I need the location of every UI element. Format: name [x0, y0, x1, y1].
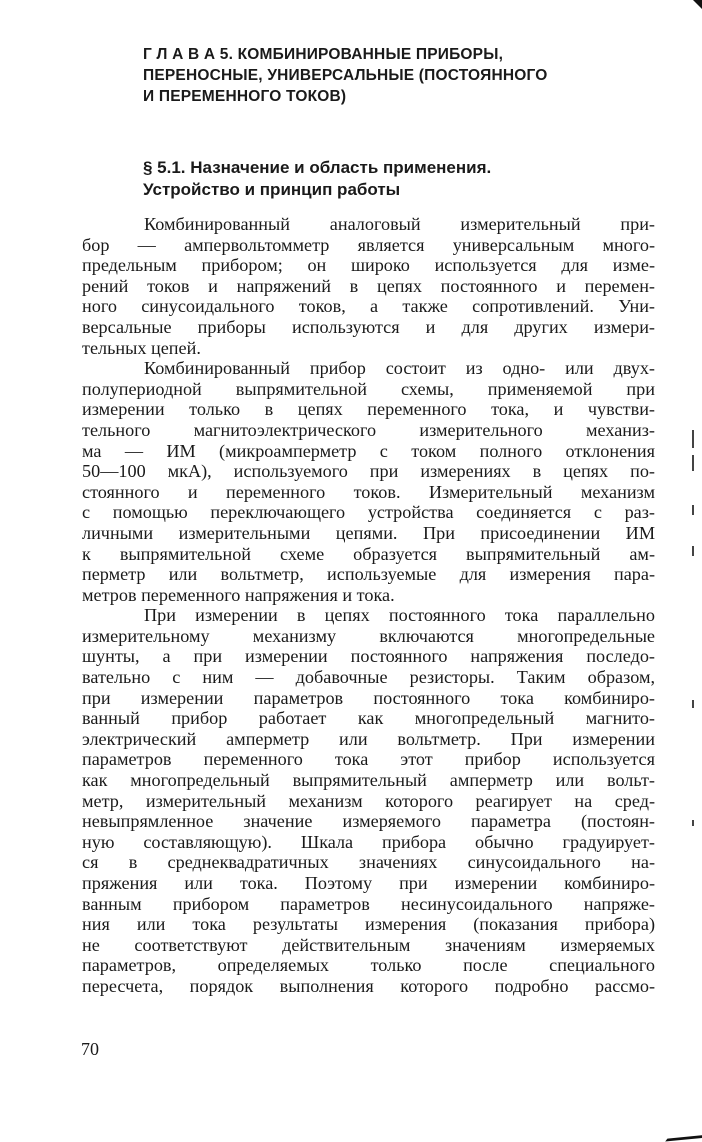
section-title-line: Устройство и принцип работы	[143, 180, 401, 199]
text-line: электрический амперметр или вольтметр. При измерении	[82, 728, 655, 749]
text-line: ную составляющую). Шкала прибора обычно градуирует-	[82, 831, 655, 852]
scan-edge-mark	[692, 430, 694, 448]
text-line: невыпрямленное значение измеряемого параметра (постоян-	[82, 811, 655, 832]
paragraph-2	[82, 358, 655, 605]
text-line: Комбинированный прибор состоит из одно- или двух-	[144, 358, 655, 379]
text-line: ванным прибором параметров несинусоидального напряже-	[82, 893, 655, 914]
paragraph-3	[82, 605, 655, 996]
text-line: при измерении параметров постоянного тока комбиниро-	[82, 687, 655, 708]
text-line: ванный прибор работает как многопредельный магнито-	[82, 708, 655, 729]
text-line: вательно с ним — добавочные резисторы. Таким образом,	[82, 667, 655, 688]
text-line: измерительному механизму включаются многопредельные	[82, 625, 655, 646]
scan-edge-mark	[692, 546, 694, 556]
text-line: не соответствуют действительным значениям измеряемых	[82, 934, 655, 955]
text-line: предельным прибором; он широко используется для изме-	[82, 255, 655, 276]
scan-corner-mark	[693, 0, 702, 9]
text-line: шунты, а при измерении постоянного напряжения последо-	[82, 646, 655, 667]
section-title	[143, 157, 623, 201]
scan-edge-mark	[692, 455, 694, 471]
scan-edge-mark	[692, 820, 694, 826]
chapter-title-line: Г Л А В А 5. КОМБИНИРОВАННЫЕ ПРИБОРЫ,	[143, 46, 504, 63]
text-line: как многопредельный выпрямительный амперметр или вольт-	[82, 770, 655, 791]
body-text	[82, 214, 655, 997]
text-line: пересчета, порядок выполнения которого подробно рассмо-	[82, 975, 655, 996]
text-line: к выпрямительной схеме образуется выпрямительный ам-	[82, 543, 655, 564]
chapter-title-line: ПЕРЕНОСНЫЕ, УНИВЕРСАЛЬНЫЕ (ПОСТОЯННОГО	[143, 67, 548, 84]
text-line: пряжения или тока. Поэтому при измерении комбиниро-	[82, 873, 655, 893]
text-line: версальные приборы используются и для других измери-	[82, 316, 655, 337]
text-line: тельных цепей.	[82, 337, 201, 358]
text-line: ся в среднеквадратичных значениях синусоидального на-	[82, 852, 655, 873]
text-line: полупериодной выпрямительной схемы, применяемой при	[82, 378, 655, 399]
section-title-line: § 5.1. Назначение и область применения.	[143, 158, 492, 177]
text-line: При измерении в цепях постоянного тока параллельно	[144, 605, 655, 626]
scan-edge-mark	[692, 505, 694, 515]
text-line: параметров, определяемых только после специального	[82, 955, 655, 976]
text-line: ма — ИМ (микроамперметр с током полного отклонения	[82, 440, 655, 461]
text-line: параметров переменного тока этот прибор используется	[82, 749, 655, 770]
text-line: с помощью переключающего устройства соединяется с раз-	[82, 502, 655, 523]
chapter-title-line: И ПЕРЕМЕННОГО ТОКОВ)	[143, 88, 347, 105]
paragraph-1	[82, 214, 655, 358]
page-number: 70	[81, 1039, 99, 1059]
text-line: метр, измерительный механизм которого реагирует на сред-	[82, 790, 655, 811]
chapter-title	[143, 44, 623, 107]
scan-edge-mark	[692, 700, 694, 708]
text-line: рений токов и напряжений в цепях постоянного и перемен-	[82, 275, 655, 296]
text-line: ния или тока результаты измерения (показания прибора)	[82, 914, 655, 935]
text-line: Комбинированный аналоговый измерительный при-	[144, 214, 655, 234]
text-line: личными измерительными цепями. При присоединении ИМ	[82, 522, 655, 543]
text-line: ного синусоидального токов, а также сопротивлений. Уни-	[82, 296, 655, 317]
text-line: 50—100 мкА), используемого при измерениях в цепях по-	[82, 461, 655, 482]
text-line: тельного магнитоэлектрического измерительного механиз-	[82, 419, 655, 440]
scan-edge-mark	[665, 1135, 702, 1142]
text-line: перметр или вольтметр, используемые для измерения пара-	[82, 564, 655, 585]
text-line: бор — ампервольтомметр является универсальным много-	[82, 234, 655, 255]
text-line: метров переменного напряжения и тока.	[82, 584, 395, 605]
text-line: измерении только в цепях переменного тока, и чувстви-	[82, 399, 655, 420]
text-line: стоянного и переменного токов. Измерительный механизм	[82, 481, 655, 502]
